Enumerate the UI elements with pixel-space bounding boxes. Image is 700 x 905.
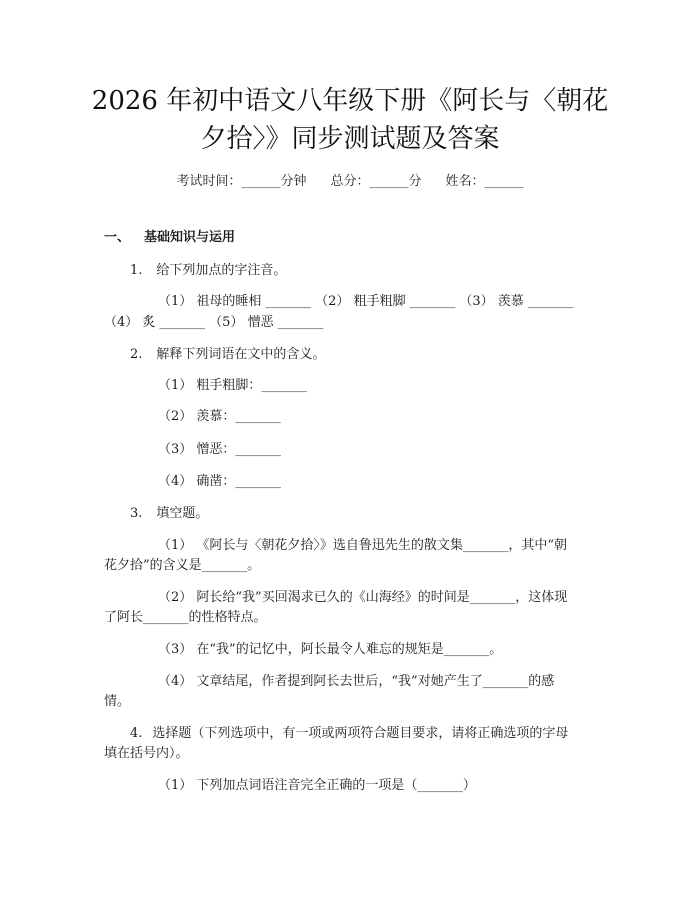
question-2-item-3: （3） 憎恶：_______ (158, 442, 281, 457)
question-4-text-line-2: 填在括号内）。 (104, 746, 189, 761)
question-number: 2. (130, 347, 143, 362)
exam-time-field: 考试时间：______分钟 (176, 174, 307, 189)
section-heading (104, 229, 235, 247)
question-3-item-2-line-2: 了阿长_______的性格特点。 (104, 610, 267, 625)
question-2-item-2: （2） 羡慕：_______ (158, 409, 281, 424)
question-3-item-4-line-2: 情。 (104, 694, 131, 709)
total-score-field: 总分：______分 (330, 174, 422, 189)
exam-meta (0, 170, 700, 189)
title-line-1: 2026 年初中语文八年级下册《阿长与〈朝花 (91, 86, 609, 116)
question-text: 解释下列词语在文中的含义。 (156, 347, 326, 362)
question-2-item-4: （4） 确凿：_______ (158, 474, 281, 489)
question-2 (130, 346, 325, 364)
section-number: 一、 (104, 230, 131, 245)
question-1 (130, 262, 286, 280)
question-text: 选择题（下列选项中，有一项或两项符合题目要求，请将正确选项的字母 (152, 726, 569, 741)
question-3-item-4-line-1: （4） 文章结尾，作者提到阿长去世后，“我”对她产生了_______的感 (158, 674, 555, 689)
question-number: 4. (130, 726, 143, 741)
question-text: 给下列加点的字注音。 (156, 263, 287, 278)
question-3-item-1-line-1: （1） 《阿长与〈朝花夕拾〉》选自鲁迅先生的散文集_______，其中“朝 (158, 538, 568, 553)
question-4-item-1: （1） 下列加点词语注音完全正确的一项是（_______） (158, 778, 476, 793)
question-2-item-1: （1） 粗手粗脚：_______ (158, 378, 307, 393)
question-4 (130, 725, 568, 743)
page-title (70, 82, 630, 158)
student-name-field: 姓名：______ (445, 174, 524, 189)
section-title: 基础知识与运用 (144, 230, 236, 245)
question-3-item-2-line-1: （2） 阿长给“我”买回渴求已久的《山海经》的时间是_______，这体现 (158, 590, 568, 605)
question-3 (130, 505, 208, 523)
question-3-item-3-line-1: （3） 在“我”的记忆中，阿长最令人难忘的规矩是_______。 (158, 642, 503, 657)
question-text: 填空题。 (156, 506, 209, 521)
question-number: 1. (130, 263, 143, 278)
title-line-2: 夕拾〉》同步测试题及答案 (200, 124, 500, 154)
question-number: 3. (130, 506, 143, 521)
question-1-row-1: （1） 祖母的睡相 _______ （2） 粗手粗脚 _______ （3） 羡慕 _______ (158, 294, 574, 309)
question-3-item-1-line-2: 花夕拾”的含义是_______。 (104, 558, 261, 573)
question-1-row-2: （4） 炙 _______ （5） 憎恶 _______ (104, 315, 324, 330)
